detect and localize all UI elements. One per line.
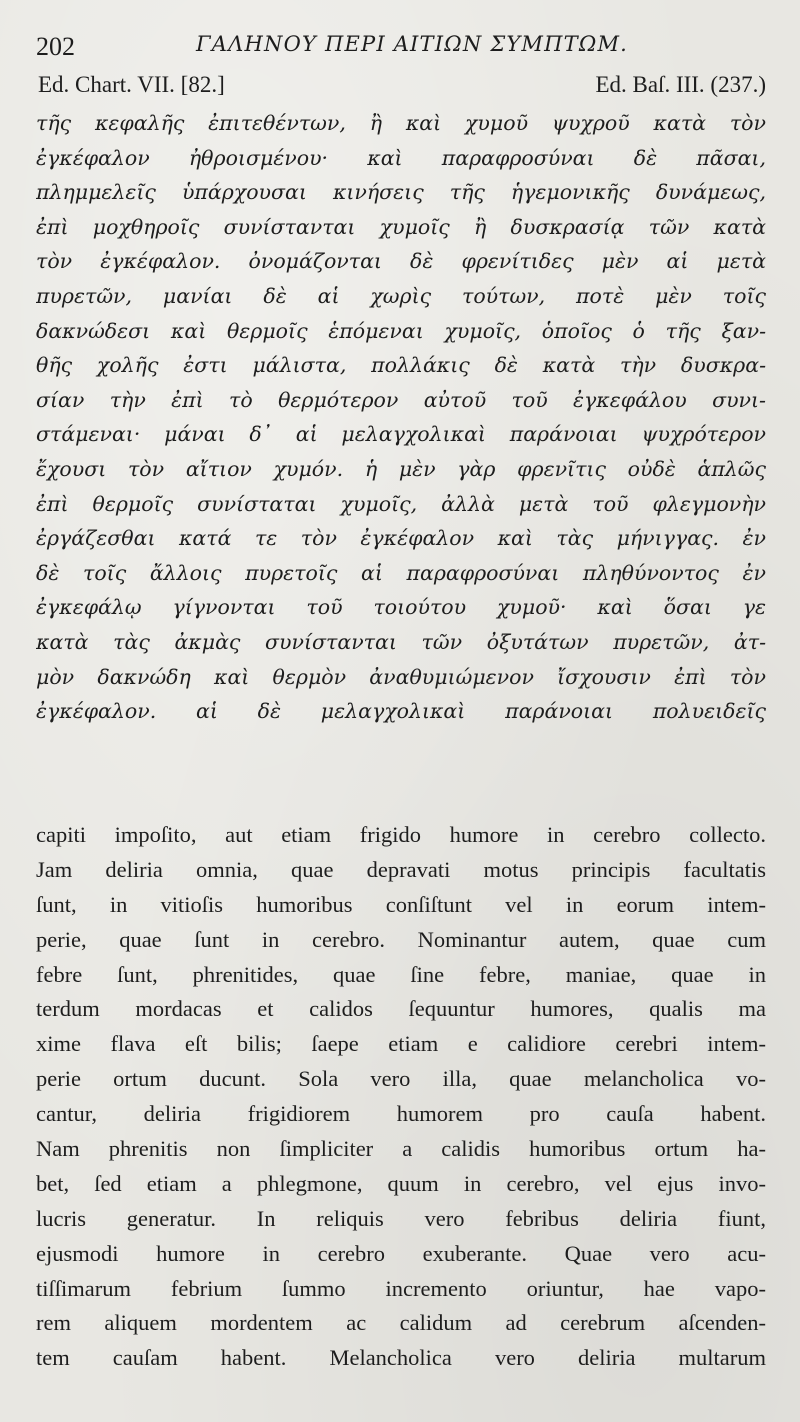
greek-line: στάμεναι· μάναι δ᾽ αἱ μελαγχολικαὶ παράνοιαι ψυχρότερον <box>36 422 766 447</box>
greek-line: σίαν τὴν ἐπὶ τὸ θερμότερον αὐτοῦ τοῦ ἐγκεφάλου συνι- <box>36 387 766 412</box>
greek-line: πλημμελεῖς ὑπάρχουσαι κινήσεις τῆς ἡγεμονικῆς δυνάμεως, <box>36 180 766 205</box>
greek-line: θῆς χολῆς ἐστι μάλιστα, πολλάκις δὲ κατὰ τὴν δυσκρα- <box>36 353 766 378</box>
latin-text-block <box>36 818 766 1376</box>
greek-line: ἐπὶ μοχθηροῖς συνίστανται χυμοῖς ἢ δυσκρασίᾳ τῶν κατὰ <box>36 214 766 239</box>
latin-line: ſunt, in vitioſis humoribus conſiſtunt vel in eorum intem- <box>36 891 766 917</box>
edition-basel-reference: Ed. Baſ. III. (237.) <box>595 72 766 97</box>
latin-line: Nam phrenitis non ſimpliciter a calidis humoribus ortum ha- <box>36 1136 766 1162</box>
latin-line: tem cauſam habent. Melancholica vero deliria multarum <box>36 1345 766 1371</box>
page-number: 202 <box>36 32 75 61</box>
latin-line: cantur, deliria frigidiorem humorem pro cauſa habent. <box>36 1101 766 1127</box>
latin-line: bet, ſed etiam a phlegmone, quum in cerebro, vel ejus invo- <box>36 1170 766 1196</box>
greek-line: ἐπὶ θερμοῖς συνίσταται χυμοῖς, ἀλλὰ μετὰ τοῦ φλεγμονὴν <box>36 491 766 516</box>
greek-line: δακνώδεσι καὶ θερμοῖς ἑπόμεναι χυμοῖς, ὁποῖος ὁ τῆς ξαν- <box>36 318 766 343</box>
edition-reference-line <box>36 72 766 106</box>
latin-line: terdum mordacas et calidos ſequuntur humores, qualis ma <box>36 996 766 1022</box>
latin-line: capiti impoſito, aut etiam frigido humore in cerebro collecto. <box>36 822 766 847</box>
greek-line: δὲ τοῖς ἄλλοις πυρετοῖς αἱ παραφροσύναι πληθύνοντος ἐν <box>36 560 766 585</box>
latin-line: tiſſimarum febrium ſummo incremento oriuntur, hae vapo- <box>36 1275 766 1301</box>
page-header <box>36 28 766 64</box>
greek-line: κατὰ τὰς ἀκμὰς συνίστανται τῶν ὀξυτάτων πυρετῶν, ἀτ- <box>36 629 766 654</box>
running-title: ΓΑΛΗΝΟΥ ΠΕΡΙ ΑΙΤΙΩΝ ΣΥΜΠΤΩΜ. <box>196 32 629 56</box>
greek-line: τῆς κεφαλῆς ἐπιτεθέντων, ἢ καὶ χυμοῦ ψυχροῦ κατὰ τὸν <box>36 111 766 135</box>
latin-line: Jam deliria omnia, quae depravati motus principis facultatis <box>36 856 766 882</box>
latin-line: perie, quae ſunt in cerebro. Nominantur autem, quae cum <box>36 926 766 952</box>
greek-line: μὸν δακνώδη καὶ θερμὸν ἀναθυμιώμενον ἴσχουσιν ἐπὶ τὸν <box>36 664 766 689</box>
latin-line: febre ſunt, phrenitides, quae ſine febre, maniae, quae in <box>36 961 766 987</box>
edition-chartier-reference: Ed. Chart. VII. [82.] <box>38 72 225 97</box>
latin-line: perie ortum ducunt. Sola vero illa, quae melancholica vo- <box>36 1066 766 1092</box>
greek-line: τὸν ἐγκέφαλον. ὀνομάζονται δὲ φρενίτιδες μὲν αἱ μετὰ <box>36 249 766 274</box>
greek-line: ἐργάζεσθαι κατά τε τὸν ἐγκέφαλον καὶ τὰς μήνιγγας. ἐν <box>36 526 766 551</box>
latin-line: ejusmodi humore in cerebro exuberante. Quae vero acu- <box>36 1240 766 1266</box>
greek-text-block <box>36 106 766 729</box>
greek-line: ἐγκέφαλον ἠθροισμένου· καὶ παραφροσύναι δὲ πᾶσαι, <box>36 145 766 170</box>
greek-line: ἐγκέφαλον. αἱ δὲ μελαγχολικαὶ παράνοιαι πολυειδεῖς <box>36 699 766 724</box>
latin-line: lucris generatur. In reliquis vero febribus deliria fiunt, <box>36 1205 766 1231</box>
latin-line: xime flava eſt bilis; ſaepe etiam e calidiore cerebri intem- <box>36 1031 766 1057</box>
greek-line: ἔχουσι τὸν αἴτιον χυμόν. ἡ μὲν γὰρ φρενῖτις οὐδὲ ἁπλῶς <box>36 456 766 481</box>
greek-line: ἐγκεφάλῳ γίγνονται τοῦ τοιούτου χυμοῦ· καὶ ὅσαι γε <box>36 595 766 620</box>
latin-line: rem aliquem mordentem ac calidum ad cerebrum aſcenden- <box>36 1310 766 1336</box>
greek-line: πυρετῶν, μανίαι δὲ αἱ χωρὶς τούτων, ποτὲ μὲν τοῖς <box>36 283 766 308</box>
